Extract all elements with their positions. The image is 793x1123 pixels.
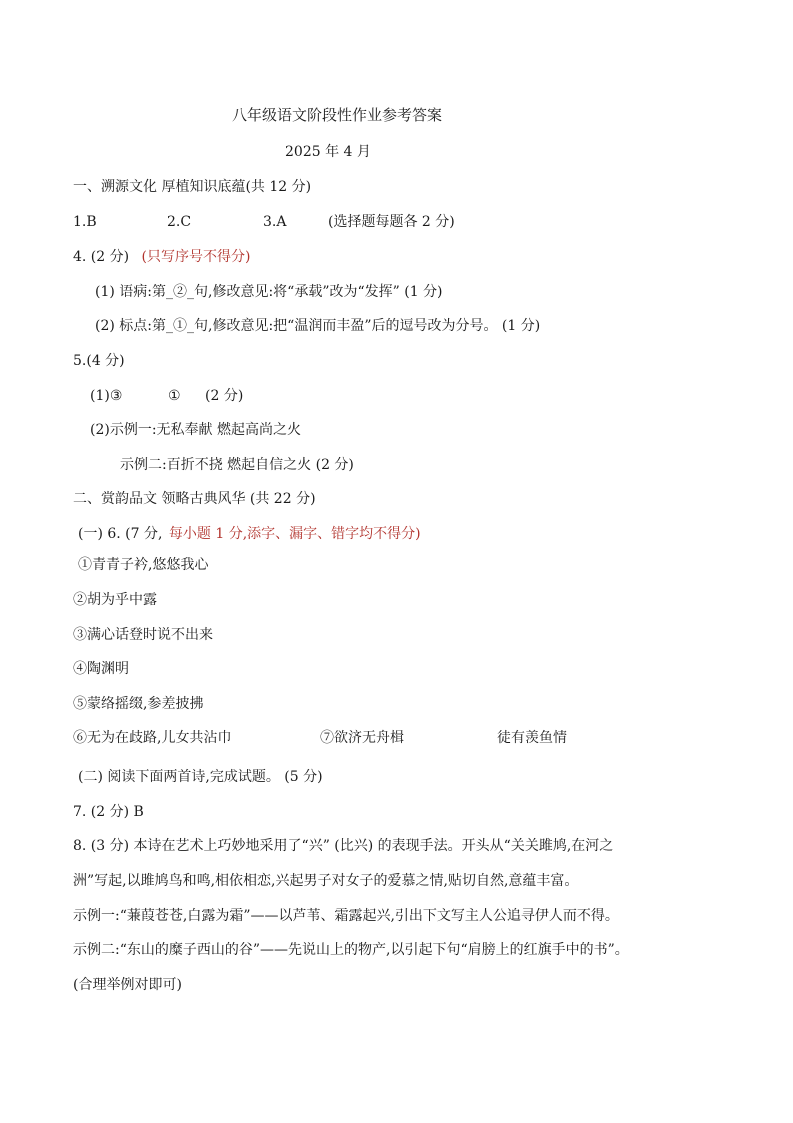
answer-q8-note: (合理举例对即可) xyxy=(73,977,182,993)
part-2-heading: (二) 阅读下面两首诗,完成试题。 (5 分) xyxy=(78,769,323,785)
answer-q5: 5.(4 分) xyxy=(73,353,125,369)
section-1-heading: 一、溯源文化 厚植知识底蕴(共 12 分) xyxy=(73,179,312,195)
answer-q4-1: (1) 语病:第_②_句,修改意见:将“承载”改为“发挥” (1 分) xyxy=(95,284,443,300)
answer-q6-6: ⑥无为在歧路,儿女共沾巾 xyxy=(73,730,232,746)
answer-q4 xyxy=(73,248,250,266)
answer-q6-7: ⑦欲济无舟楫 xyxy=(320,730,404,746)
answer-q8-example-1: 示例一:“蒹葭苍苍,白露为霜”——以芦苇、霜露起兴,引出下文写主人公追寻伊人而不得。 xyxy=(73,908,619,924)
answer-q5-3: 示例二:百折不挠 燃起自信之火 (2 分) xyxy=(120,457,354,473)
answer-q8-example-2: 示例二:“东山的糜子西山的谷”——先说山上的物产,以引起下句“肩膀上的红旗手中的书”。 xyxy=(73,942,629,958)
answer-q1: 1.B xyxy=(73,214,97,230)
answer-q6-3: ③满心话登时说不出来 xyxy=(73,627,213,643)
answer-q6-4: ④陶渊明 xyxy=(73,661,129,677)
answer-q6-note: 每小题 1 分,添字、漏字、错字均不得分) xyxy=(168,526,421,542)
answer-q6-score: (一) 6. (7 分, xyxy=(78,526,163,542)
answer-q1-3-note: (选择题每题各 2 分) xyxy=(328,214,455,230)
answer-q4-note: (只写序号不得分) xyxy=(141,249,251,265)
answer-q3: 3.A xyxy=(263,214,287,230)
answer-q8-line-2: 洲”写起,以雎鸠鸟和鸣,相依相恋,兴起男子对女子的爱慕之情,贴切自然,意蕴丰富。 xyxy=(73,873,579,889)
answer-q5-1b: ① xyxy=(168,388,181,404)
answer-q6-1: ①青青子衿,悠悠我心 xyxy=(78,557,209,573)
answer-q8-line-1: 8. (3 分) 本诗在艺术上巧妙地采用了“兴” (比兴) 的表现手法。开头从“关关雎鸠,在河之 xyxy=(73,838,614,854)
answer-q7: 7. (2 分) B xyxy=(73,804,144,820)
section-2-heading: 二、赏韵品文 领略古典风华 (共 22 分) xyxy=(73,491,316,507)
answer-q5-1c: (2 分) xyxy=(205,388,244,404)
answer-q2: 2.C xyxy=(167,214,192,230)
page-date: 2025 年 4 月 xyxy=(285,144,371,160)
answer-q6-2: ②胡为乎中露 xyxy=(73,592,157,608)
answer-q4-2: (2) 标点:第_①_句,修改意见:把“温润而丰盈”后的逗号改为分号。 (1 分) xyxy=(95,318,541,334)
answer-q4-score: 4. (2 分) xyxy=(73,249,130,265)
answer-q5-2: (2)示例一:无私奉献 燃起高尚之火 xyxy=(90,422,301,438)
answer-q6-8: 徒有羡鱼情 xyxy=(497,730,567,746)
page-title: 八年级语文阶段性作业参考答案 xyxy=(232,106,443,124)
answer-q6 xyxy=(78,525,421,543)
answer-q5-1a: (1)③ xyxy=(90,388,123,404)
answer-q6-5: ⑤蒙络摇缀,参差披拂 xyxy=(73,696,204,712)
